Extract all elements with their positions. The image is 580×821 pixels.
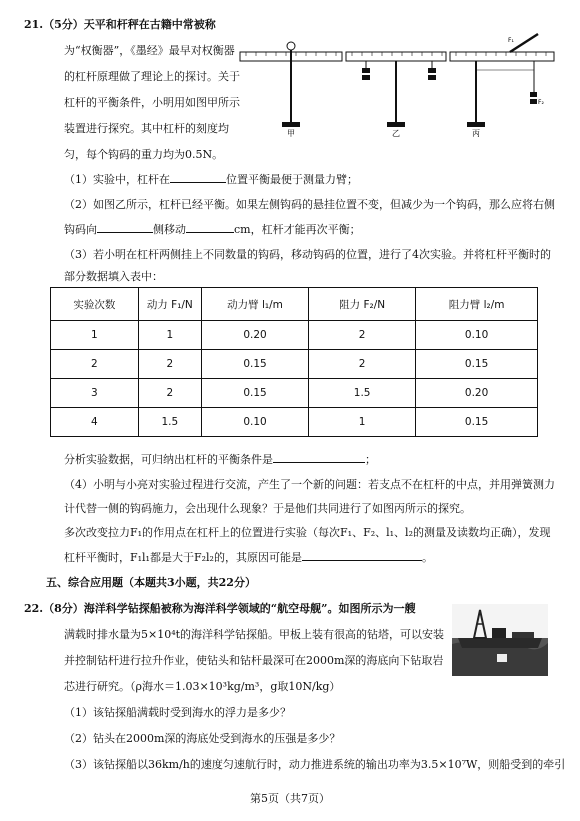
q22-line-2: 并控制钻杆进行拉升作业，使钻头和钻杆最深可在2000m深的海底向下钻取岩 bbox=[64, 654, 444, 667]
table-header-cell: 阻力臂 l₂/m bbox=[416, 288, 538, 321]
q21-part4-line3: 多次改变拉力F₁的作用点在杠杆上的位置进行实验（每次F₁、F₂、l₁、l₂的测量及读数均正确），发现 bbox=[64, 526, 551, 539]
table-header-cell: 动力 F₁/N bbox=[138, 288, 201, 321]
q22-sub-3: （3）该钻探船以36km/h的速度匀速航行时，动力推进系统的输出功率为3.5×10⁷W，则船受到的牵引 bbox=[64, 758, 566, 771]
figure-label-yi: 乙 bbox=[392, 129, 400, 138]
q21-line-1: 为“权衡器”，《墨经》最早对权衡器 bbox=[64, 44, 235, 57]
q21-line-3: 杠杆的平衡条件，小明用如图甲所示 bbox=[64, 96, 240, 109]
q22-line-3: 芯进行研究。（ρ海水＝1.03×10³kg/m³，g取10N/kg） bbox=[64, 680, 341, 693]
drill-ship-svg bbox=[452, 604, 548, 676]
figure-label-jia: 甲 bbox=[287, 129, 295, 138]
table-cell: 2 bbox=[309, 321, 416, 350]
table-row bbox=[51, 321, 538, 350]
answer-blank-1[interactable] bbox=[170, 172, 226, 183]
q21-part2-text-b: 侧移动 bbox=[153, 223, 186, 236]
q21-line-4: 装置进行探究。其中杠杆的刻度均 bbox=[64, 122, 229, 135]
table-header-cell: 实验次数 bbox=[51, 288, 139, 321]
figure-bing bbox=[450, 34, 554, 138]
table-cell: 1 bbox=[51, 321, 139, 350]
q21-part4-end: 。 bbox=[421, 551, 433, 564]
table-cell: 0.20 bbox=[416, 379, 538, 408]
table-cell: 3 bbox=[51, 379, 139, 408]
table-cell: 0.10 bbox=[201, 408, 308, 437]
table-cell: 2 bbox=[51, 350, 139, 379]
lever-figures bbox=[238, 30, 556, 148]
table-cell: 0.15 bbox=[416, 408, 538, 437]
figure-label-bing: 丙 bbox=[472, 129, 480, 138]
lever-figures-svg bbox=[238, 30, 556, 148]
drill-ship-picture bbox=[452, 604, 548, 676]
q21-part2-line1: （2）如图乙所示，杠杆已经平衡。如果左侧钩码的悬挂位置不变，但减少为一个钩码，那么应将右侧 bbox=[64, 198, 555, 211]
table-header-cell: 阻力 F₂/N bbox=[309, 288, 416, 321]
table-cell: 0.15 bbox=[201, 350, 308, 379]
table-cell: 4 bbox=[51, 408, 139, 437]
table-cell: 1 bbox=[309, 408, 416, 437]
q21-analysis-text: 分析实验数据，可归纳出杠杆的平衡条件是 bbox=[64, 453, 273, 466]
table-header-cell: 动力臂 l₁/m bbox=[201, 288, 308, 321]
table-row bbox=[51, 350, 538, 379]
q21-line-5: 匀，每个钩码的重力均为0.5N。 bbox=[64, 148, 224, 161]
experiment-table bbox=[50, 287, 538, 437]
svg-text:F₂: F₂ bbox=[538, 99, 544, 106]
answer-blank-4[interactable] bbox=[273, 452, 365, 463]
table-cell: 1.5 bbox=[309, 379, 416, 408]
answer-blank-2[interactable] bbox=[97, 222, 153, 233]
table-cell: 2 bbox=[138, 379, 201, 408]
q22-sub-1: （1）该钻探船满载时受到海水的浮力是多少？ bbox=[64, 706, 291, 719]
q21-part1-text-a: （1）实验中，杠杆在 bbox=[64, 173, 170, 186]
q22-line-1: 满载时排水量为5×10⁴t的海洋科学钻探船。甲板上装有很高的钻塔，可以安装 bbox=[64, 628, 445, 641]
table-cell: 0.20 bbox=[201, 321, 308, 350]
q21-part4-line1: （4）小明与小亮对实验过程进行交流，产生了一个新的问题：若支点不在杠杆的中点，并用弹簧测力 bbox=[64, 478, 555, 491]
table-cell: 2 bbox=[138, 350, 201, 379]
q21-line-2: 的杠杆原理做了理论上的探讨。关于 bbox=[64, 70, 240, 83]
q21-analysis-end: ； bbox=[365, 453, 376, 466]
table-cell: 2 bbox=[309, 350, 416, 379]
q22-header: 22.（8分）海洋科学钻探船被称为海洋科学领域的“航空母舰”。如图所示为一艘 bbox=[24, 602, 416, 615]
q21-part1-text-b: 位置平衡最便于测量力臂； bbox=[226, 173, 358, 186]
q21-part2-text-c: cm，杠杆才能再次平衡； bbox=[234, 223, 361, 236]
q21-analysis bbox=[64, 452, 376, 467]
q22-sub-2: （2）钻头在2000m深的海底处受到海水的压强是多少？ bbox=[64, 732, 341, 745]
svg-text:F₁: F₁ bbox=[508, 37, 514, 44]
table-row bbox=[51, 408, 538, 437]
q21-part4-line2: 计代替一侧的钩码施力，会出现什么现象？于是他们共同进行了如图丙所示的探究。 bbox=[64, 502, 471, 515]
q21-part3-line1: （3）若小明在杠杆两侧挂上不同数量的钩码，移动钩码的位置，进行了4次实验。并将杠杆平衡时的 bbox=[64, 248, 551, 261]
table-cell: 0.15 bbox=[416, 350, 538, 379]
q21-header: 21.（5分）天平和杆秤在古籍中常被称 bbox=[24, 18, 216, 31]
q21-part3-line2: 部分数据填入表中： bbox=[64, 270, 163, 283]
answer-blank-5[interactable] bbox=[302, 550, 422, 561]
q21-part2-text-a: 钩码向 bbox=[64, 223, 97, 236]
table-cell: 1.5 bbox=[138, 408, 201, 437]
page-footer: 第5页（共7页） bbox=[250, 792, 330, 805]
q21-part1 bbox=[64, 172, 358, 187]
q21-part2-line2 bbox=[64, 222, 361, 237]
table-header-row bbox=[51, 288, 538, 321]
answer-blank-3[interactable] bbox=[186, 222, 234, 233]
table-cell: 1 bbox=[138, 321, 201, 350]
section5-heading: 五、综合应用题（本题共3小题，共22分） bbox=[46, 576, 256, 589]
table-cell: 0.15 bbox=[201, 379, 308, 408]
q21-part4-text-a: 杠杆平衡时，F₁l₁都是大于F₂l₂的，其原因可能是 bbox=[64, 551, 302, 564]
q21-part4-line4 bbox=[64, 550, 433, 565]
table-cell: 0.10 bbox=[416, 321, 538, 350]
figure-jia bbox=[240, 42, 342, 138]
table-row bbox=[51, 379, 538, 408]
figure-yi bbox=[346, 52, 446, 138]
